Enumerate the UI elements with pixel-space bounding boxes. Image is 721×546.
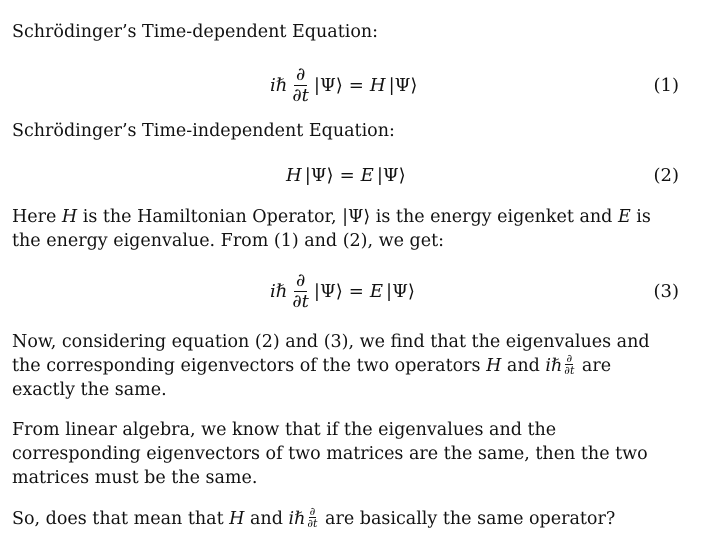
para4-ihbar: iℏ: [288, 509, 306, 529]
para1-energy: E: [617, 207, 631, 227]
equation-1-body: [270, 60, 417, 110]
eq2-equals: =: [339, 164, 355, 186]
para2-ihbar: iℏ: [545, 356, 563, 376]
para4-partial-numerator: ∂: [309, 505, 316, 518]
eq2-energy: E: [360, 164, 374, 186]
para2-text-2: and: [501, 356, 546, 376]
eq3-partial-numerator: ∂: [295, 269, 306, 291]
para1-hamiltonian: H: [61, 207, 78, 227]
para4-text-3: are basically the same operator?: [319, 509, 616, 529]
eq1-imaginary-unit: i: [270, 74, 276, 96]
eq2-lhs-ket: |Ψ⟩: [304, 164, 334, 186]
para1-text-2: is the Hamiltonian Operator,: [77, 207, 343, 227]
equation-1-number: (1): [653, 74, 679, 96]
eq3-hbar: ℏ: [275, 280, 288, 302]
eq3-lhs-ket: |Ψ⟩: [313, 280, 343, 302]
para4-partial-denominator: ∂t: [307, 517, 318, 530]
eq3-imaginary-unit: i: [270, 280, 276, 302]
eq1-partial-denominator: ∂t: [292, 84, 309, 106]
para1-text-1: Here: [12, 207, 62, 227]
para1-ket: |Ψ⟩: [342, 207, 371, 227]
para1-text-4: is the energy eigenvalue. From (1) and (2), we get:: [12, 207, 651, 251]
para4-hamiltonian: H: [229, 509, 245, 529]
para1-text-3: is the energy eigenket and: [370, 207, 618, 227]
eq2-hamiltonian: H: [286, 164, 302, 186]
para2-partial-derivative: [563, 353, 575, 376]
equation-3: [0, 266, 721, 316]
heading-time-dependent: Schrödinger’s Time-dependent Equation:: [12, 22, 379, 42]
para2-partial-numerator: ∂: [566, 352, 573, 365]
heading-time-independent: Schrödinger’s Time-independent Equation:: [12, 121, 395, 141]
eq1-hbar: ℏ: [275, 74, 288, 96]
para4-text-1: So, does that mean that: [12, 509, 230, 529]
eq1-hamiltonian: H: [369, 74, 386, 96]
equation-3-body: [270, 266, 415, 316]
equation-3-number: (3): [653, 280, 679, 302]
equation-2: [0, 150, 721, 200]
eq3-partial-derivative: [290, 271, 311, 312]
paragraph-linear-algebra: From linear algebra, we know that if the eigenvalues and the corresponding eigenvectors of two matrices are the same, then the two matrices must be the same.: [12, 420, 648, 488]
eq3-partial-denominator: ∂t: [292, 290, 309, 312]
para4-partial-derivative: [306, 506, 318, 529]
eq2-rhs-ket: |Ψ⟩: [376, 164, 406, 186]
eq1-equals: =: [348, 74, 364, 96]
eq1-lhs-ket: |Ψ⟩: [313, 74, 343, 96]
equation-2-number: (2): [653, 164, 679, 186]
eq1-partial-numerator: ∂: [295, 63, 306, 85]
equation-2-body: [286, 150, 406, 200]
para4-text-2: and: [244, 509, 289, 529]
para2-hamiltonian: H: [486, 356, 502, 376]
paragraph-question: [12, 507, 672, 531]
eq1-partial-derivative: [290, 65, 311, 106]
paragraph-considering: [12, 330, 672, 402]
eq3-equals: =: [348, 280, 364, 302]
equation-1: [0, 60, 721, 110]
para2-text-3: are exactly the same.: [12, 356, 612, 400]
para2-partial-denominator: ∂t: [564, 364, 575, 377]
eq3-rhs-ket: |Ψ⟩: [386, 280, 415, 302]
eq1-rhs-ket: |Ψ⟩: [388, 74, 418, 96]
paragraph-definitions: [12, 205, 672, 253]
para2-text-1: Now, considering equation (2) and (3), we find that the eigenvalues and the corresponding eigenvectors of the two operators: [12, 332, 650, 376]
eq3-energy: E: [369, 280, 384, 302]
